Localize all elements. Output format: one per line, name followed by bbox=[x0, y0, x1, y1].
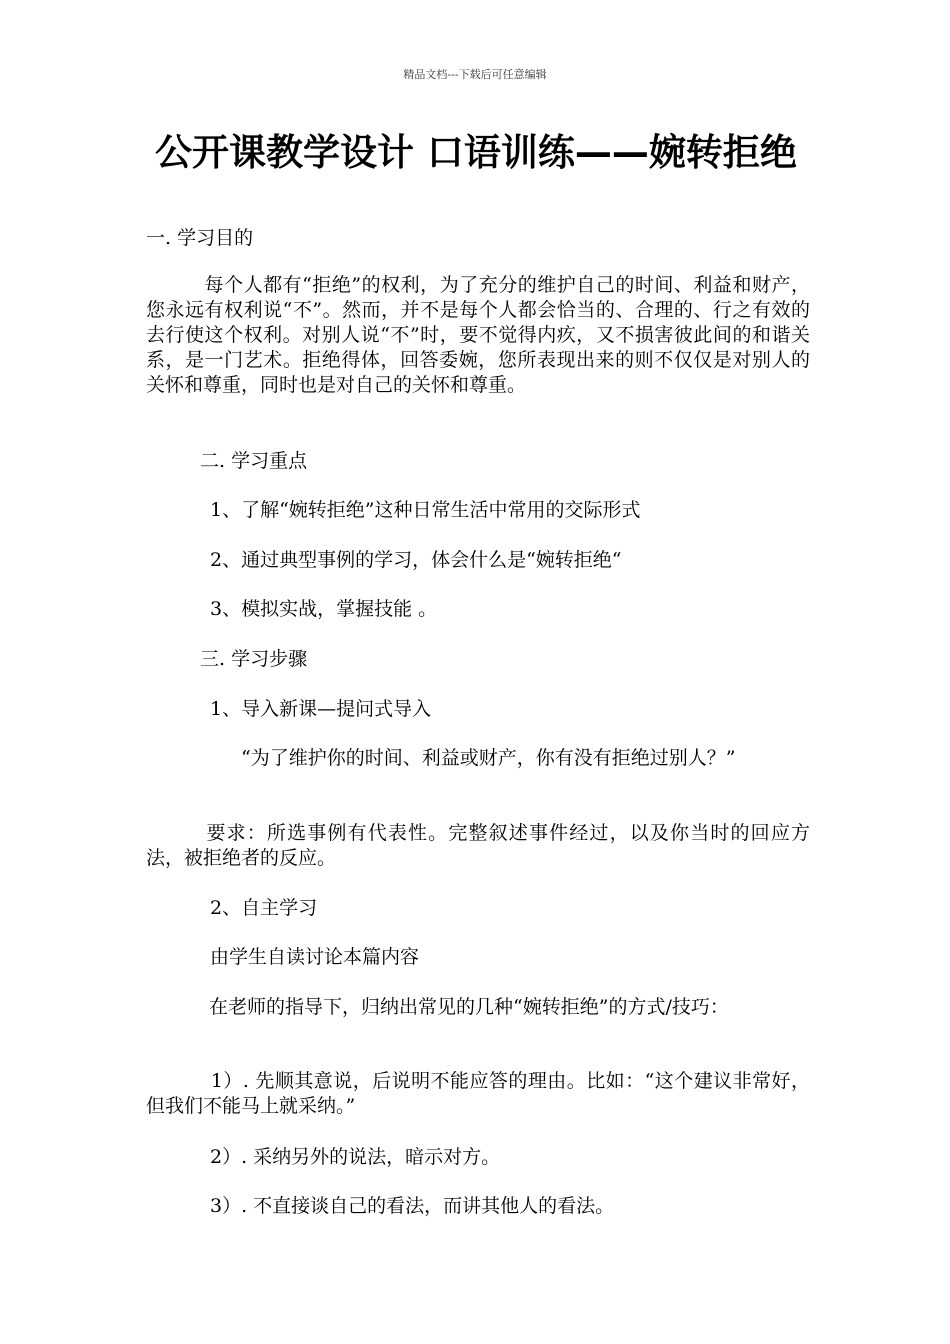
focus-item-2: 2、通过典型事例的学习，体会什么是“婉转拒绝“ bbox=[210, 549, 622, 571]
focus-item-3: 3、模拟实战，掌握技能 。 bbox=[210, 598, 438, 620]
objectives-paragraph: 每个人都有“拒绝”的权利，为了充分的维护自己的时间、利益和财产，您永远有权利说“不”。然而，并不是每个人都会恰当的、合理的、行之有效的去行使这个权利。对别人说“不”时，要不觉得内疚，又不损害彼此间的和谐关系，是一门艺术。拒绝得体，回答委婉，您所表现出来的则不仅仅是对别人的关怀和尊重，同时也是对自己的关怀和尊重。 bbox=[146, 274, 810, 396]
step-1-question: “为了维护你的时间、利益或财产，你有没有拒绝过别人？” bbox=[146, 747, 736, 769]
step-2-guidance: 在老师的指导下，归纳出常见的几种“婉转拒绝”的方式/技巧： bbox=[146, 996, 729, 1018]
step-item-1: 1、导入新课—提问式导入 bbox=[210, 698, 432, 720]
section-heading-steps: 三. 学习步骤 bbox=[200, 648, 308, 670]
focus-item-1: 1、了解“婉转拒绝”这种日常生活中常用的交际形式 bbox=[210, 499, 641, 521]
step-1-requirement: 要求：所选事例有代表性。完整叙述事件经过，以及你当时的回应方法，被拒绝者的反应。 bbox=[146, 822, 810, 869]
section-heading-focus: 二. 学习重点 bbox=[200, 450, 308, 472]
document-title: 公开课教学设计 口语训练——婉转拒绝 bbox=[155, 131, 797, 174]
technique-item-1: 1）. 先顺其意说，后说明不能应答的理由。比如：“这个建议非常好，但我们不能马上就采纳。” bbox=[146, 1070, 810, 1117]
section-heading-objectives: 一. 学习目的 bbox=[146, 227, 254, 249]
step-item-2: 2、自主学习 bbox=[210, 897, 318, 919]
technique-item-3: 3）. 不直接谈自己的看法，而讲其他人的看法。 bbox=[210, 1195, 615, 1217]
page-header-note: 精品文档---下载后可任意编辑 bbox=[403, 68, 547, 81]
step-2-description: 由学生自读讨论本篇内容 bbox=[210, 946, 420, 968]
technique-item-2: 2）. 采纳另外的说法，暗示对方。 bbox=[210, 1146, 501, 1168]
